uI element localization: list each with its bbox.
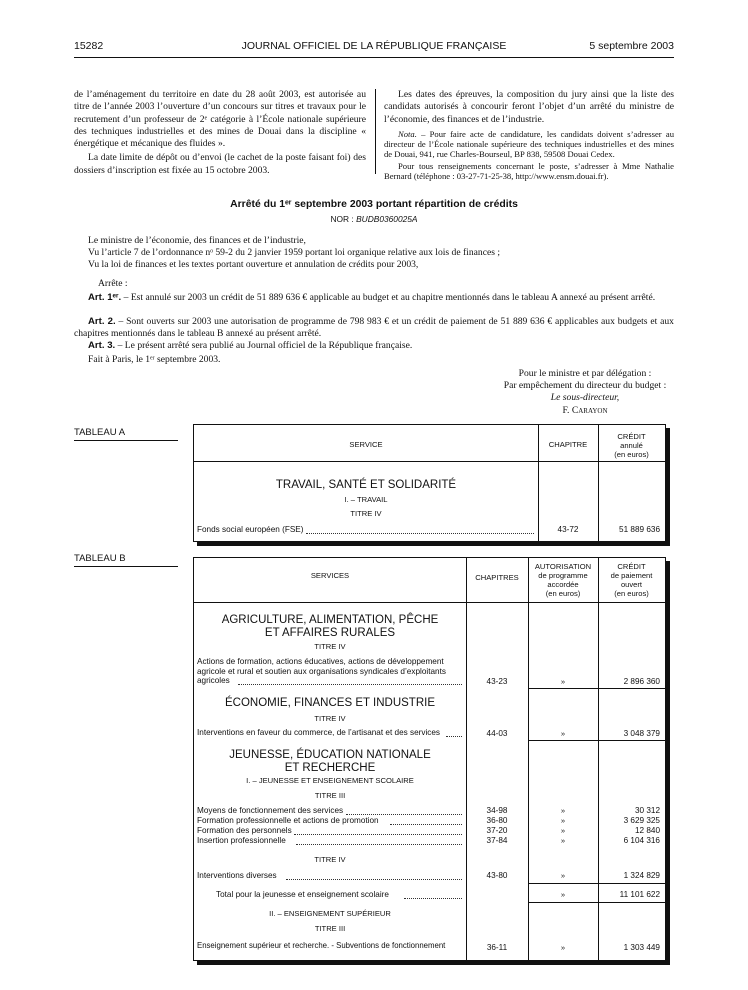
row-autorisation: »: [560, 943, 566, 952]
titre-label: TITRE IV: [314, 642, 346, 651]
total-label: Total pour la jeunesse et enseignement scolaire: [216, 890, 389, 899]
subtotal-rule: [528, 883, 665, 884]
preamble-line: Vu l’article 7 de l’ordonnance nᵒ 59-2 du 2 janvier 1959 portant loi organique relative aux lois de finances ;: [88, 247, 501, 259]
row-label: Fonds social européen (FSE): [197, 525, 304, 534]
row-label: Interventions en faveur du commerce, de l’artisanat et des services: [197, 728, 441, 737]
header-services: SERVICES: [310, 571, 350, 580]
preamble-line: Vu la loi de finances et les textes portant ouverture et annulation de crédits pour 2003,: [88, 259, 419, 271]
titre-label: TITRE III: [314, 791, 346, 800]
subtotal-rule: [598, 688, 665, 689]
contact-note: Pour tous renseignements concernant le poste, s’adresser à Mme Nathalie Bernard (téléphone : 03-27-71-25-38, http://www.ensm.douai.fr).: [384, 160, 674, 181]
header-line: CRÉDIT: [617, 562, 646, 571]
header-line: de programme: [538, 571, 588, 580]
section-title: II. – ENSEIGNEMENT SUPÉRIEUR: [269, 909, 391, 918]
row-chapitre: 44-03: [486, 729, 508, 738]
header-chapitres: CHAPITRES: [475, 573, 519, 582]
ministry-line: AGRICULTURE, ALIMENTATION, PÊCHE: [221, 614, 439, 626]
left-column: [74, 89, 366, 177]
signature-block: [470, 368, 700, 417]
leader-dots: [306, 533, 534, 534]
article-label: Art. 3.: [88, 340, 116, 351]
arrete-word: Arrête :: [98, 278, 128, 289]
signature-name: F. Carayon: [562, 404, 608, 416]
row-label-line: agricoles: [197, 676, 230, 686]
row-label: Formation professionnelle et actions de promotion: [197, 816, 379, 825]
header-date: 5 septembre 2003: [589, 40, 674, 52]
leader-dots: [294, 834, 462, 835]
section-title: I. – TRAVAIL: [344, 495, 388, 504]
header-line: de paiement: [610, 571, 653, 580]
row-chapitre: 43-23: [486, 677, 508, 686]
preamble: [88, 235, 678, 272]
leader-dots: [404, 898, 462, 899]
row-credit: 1 324 829: [623, 871, 660, 880]
row-chapitre: 36-80: [486, 816, 508, 825]
titre-label: TITRE IV: [314, 714, 346, 723]
tableau-b: [193, 557, 666, 961]
row-credit: 12 840: [634, 826, 660, 835]
tableau-a: [193, 424, 666, 542]
nor-line: [0, 214, 748, 224]
ministry-line: ET RECHERCHE: [284, 761, 376, 774]
article-label: Art. 2.: [88, 316, 116, 327]
titre-label: TITRE IV: [350, 509, 382, 518]
row-credit: 1 303 449: [623, 943, 660, 952]
row-credit: 51 889 636: [619, 525, 660, 534]
row-credit: 3 048 379: [623, 729, 660, 738]
row-chapitre: 43-72: [557, 525, 579, 534]
nota-label: Nota.: [398, 128, 417, 139]
header-credit: [598, 432, 665, 459]
header-line: (en euros): [614, 589, 649, 598]
ministry-line: JEUNESSE, ÉDUCATION NATIONALE: [229, 749, 431, 761]
row-credit: 3 629 325: [623, 816, 660, 825]
row-autorisation: »: [560, 806, 566, 815]
leader-dots: [296, 844, 462, 845]
ministry-title: [194, 749, 466, 774]
row-label-line: agricole et rural et soutien aux organisations syndicales d’exploitants: [197, 666, 446, 676]
row-autorisation: »: [560, 729, 566, 738]
article-3: [74, 340, 674, 352]
ministry-title: TRAVAIL, SANTÉ ET SOLIDARITÉ: [275, 479, 457, 491]
leader-dots: [238, 684, 462, 685]
row-label: Formation des personnels: [197, 826, 292, 835]
total-rule: [528, 902, 665, 903]
row-autorisation: »: [560, 826, 566, 835]
row-label: [197, 657, 446, 686]
header-line: (en euros): [545, 589, 581, 598]
row-chapitre: 37-84: [486, 836, 508, 845]
row-autorisation: »: [560, 836, 566, 845]
left-paragraph-2: La date limite de dépôt ou d’envoi (le cachet de la poste faisant foi) des dossiers d’inscription est fixée au 15 octobre 2003.: [74, 152, 366, 176]
tableau-a-label-rule: [74, 440, 178, 441]
article-1: [74, 292, 674, 304]
tableau-b-label-rule: [74, 566, 178, 567]
header-credit-line: (en euros): [614, 450, 649, 459]
article-label: Art. 1ᵉʳ.: [88, 292, 122, 303]
header-rule: [74, 57, 674, 58]
article-2: [74, 316, 674, 340]
nor-label: NOR :: [330, 214, 357, 224]
header-credit-line: CRÉDIT: [617, 432, 646, 441]
total-autorisation: »: [560, 890, 566, 899]
ministry-title: [194, 614, 466, 639]
row-label: Enseignement supérieur et recherche. - Subventions de fonctionnement: [197, 941, 446, 950]
subtotal-rule: [528, 740, 665, 741]
subtotal-rule: [528, 688, 598, 689]
row-autorisation: »: [560, 677, 566, 686]
row-chapitre: 34-98: [486, 806, 508, 815]
header-chapitre: CHAPITRE: [548, 440, 588, 449]
row-label: Moyens de fonctionnement des services: [197, 806, 344, 815]
column-divider: [528, 558, 529, 960]
signature-line: Le sous-directeur,: [550, 392, 620, 404]
row-chapitre: 36-11: [486, 943, 508, 952]
tableau-b-label: TABLEAU B: [74, 553, 126, 564]
total-credit: 11 101 622: [619, 890, 660, 899]
header-divider: [194, 461, 665, 462]
column-divider: [598, 558, 599, 960]
tableau-a-label: TABLEAU A: [74, 427, 126, 438]
header-line: ouvert: [620, 580, 643, 589]
arrete-title: Arrêté du 1ᵉʳ septembre 2003 portant répartition de crédits: [230, 199, 518, 210]
signature-line: Pour le ministre et par délégation :: [518, 368, 652, 379]
row-credit: 6 104 316: [623, 836, 660, 845]
row-label: Interventions diverses: [197, 871, 277, 880]
row-autorisation: »: [560, 871, 566, 880]
right-paragraph: Les dates des épreuves, la composition du jury ainsi que la liste des candidats autorisés à concourir feront l’objet d’un arrêté du ministre de l’économie, des finances et de l’industrie.: [384, 89, 674, 125]
journal-title: JOURNAL OFFICIEL DE LA RÉPUBLIQUE FRANÇAISE: [241, 40, 507, 52]
titre-label: TITRE IV: [314, 855, 346, 864]
row-label: Insertion professionnelle: [197, 836, 286, 845]
nota: [384, 129, 674, 160]
nor-code: BUDB0360025A: [356, 214, 418, 224]
article-text: – Sont ouverts sur 2003 une autorisation de programme de 798 983 € et un crédit de paiement de 51 889 636 € applicables aux budgets et aux chapitres mentionnés dans le tableau B annexé au présent arrêté.: [74, 316, 674, 340]
leader-dots: [286, 879, 462, 880]
signature-line: Par empêchement du directeur du budget :: [503, 380, 667, 392]
row-chapitre: 43-80: [486, 871, 508, 880]
header-service: SERVICE: [349, 440, 383, 449]
row-label-line: Actions de formation, actions éducatives, actions de développement: [197, 657, 444, 666]
leader-dots: [346, 814, 462, 815]
left-paragraph-1: de l’aménagement du territoire en date du 28 août 2003, est autorisée au titre de l’année 2003 l’ouverture d’un concours sur titres et travaux pour le recrutement d’un professeur de 2ᵉ catégorie à l’École nationale supérieure des techniques industrielles et des mines de Douai dans la discipline « énergétique et mécanique des fluides ».: [74, 89, 366, 150]
article-text: – Est annulé sur 2003 un crédit de 51 889 636 € applicable au budget et au chapitre mentionnés dans le tableau A annexé au présent arrêté.: [121, 292, 656, 303]
ministry-line: ET AFFAIRES RURALES: [264, 626, 396, 639]
ministry-title: ÉCONOMIE, FINANCES ET INDUSTRIE: [224, 697, 435, 709]
section-title: I. – JEUNESSE ET ENSEIGNEMENT SCOLAIRE: [246, 776, 414, 785]
header-divider: [194, 602, 665, 603]
right-column: [384, 89, 674, 181]
header-line: accordée: [547, 580, 579, 589]
preamble-line: Le ministre de l’économie, des finances et de l’industrie,: [88, 235, 306, 246]
nota-text: – Pour faire acte de candidature, les candidats doivent s’adresser au directeur de l’École nationale supérieure des techniques industrielles et des mines de Douai, 941, rue Charles-Bourseul, BP 838, 59508 Douai Cedex.: [384, 128, 674, 160]
row-chapitre: 37-20: [486, 826, 508, 835]
column-divider: [466, 558, 467, 960]
page-number: 15282: [74, 40, 104, 52]
fait-a-paris: Fait à Paris, le 1ᵉʳ septembre 2003.: [88, 354, 221, 365]
header-credit: [598, 562, 665, 598]
article-text: – Le présent arrêté sera publié au Journal officiel de la République française.: [115, 340, 413, 351]
column-divider: [375, 89, 376, 174]
header-autorisation: [528, 562, 598, 598]
header-credit-line: annulé: [620, 441, 643, 450]
row-credit: 30 312: [634, 806, 660, 815]
header-line: AUTORISATION: [534, 562, 592, 571]
titre-label: TITRE III: [314, 924, 346, 933]
row-credit: 2 896 360: [623, 677, 660, 686]
leader-dots: [390, 824, 462, 825]
leader-dots: [446, 736, 462, 737]
row-autorisation: »: [560, 816, 566, 825]
